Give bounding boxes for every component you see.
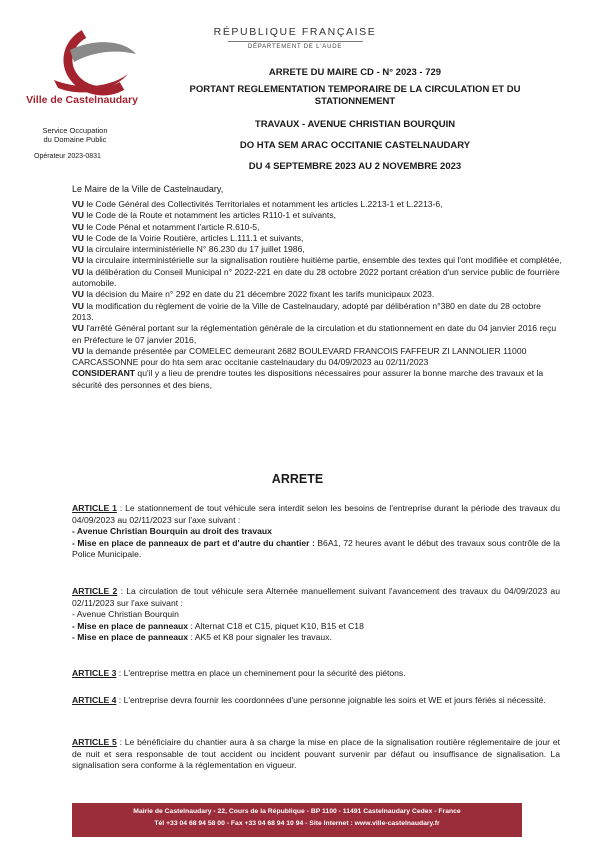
article-4: ARTICLE 4 : L'entreprise devra fournir les coordonnées d'une personne joignable les soirs et WE et jours fériés si nécessité.: [72, 695, 546, 705]
service-line-1: Service Occupation: [42, 126, 108, 135]
vu-item: VU la demande présentée par COMELEC demeurant 2682 BOULEVARD FRANCOIS FAFFEUR ZI LANNOLIER 11000 CARCASSONNE pour do hta sem arac occitanie castelnaudary du 04/09/2023 au 02/11/2023: [72, 345, 527, 368]
vu-item: VU le Code Général des Collectivités Territoriales et notamment les articles L.2213-1 et L.2213-6,: [72, 199, 443, 209]
footer-contact: Tél +33 04 68 94 58 00 - Fax +33 04 68 94 10 94 - Site Internet : www.ville-castelnaudary.fr: [154, 820, 440, 827]
vu-item: VU la décision du Maire n° 292 en date du 21 décembre 2022 fixant les tarifs municipaux 2023.: [72, 289, 435, 300]
arrete-heading: ARRETE: [271, 472, 324, 486]
decree-subject: PORTANT REGLEMENTATION TEMPORAIRE DE LA CIRCULATION ET DU STATIONNEMENT: [189, 84, 521, 107]
vu-item: VU la circulaire interministérielle N° 86.230 du 17 juillet 1986,: [72, 244, 305, 255]
service-label: [20, 126, 130, 144]
vu-item: VU la délibération du Conseil Municipal n° 2022-221 en date du 28 octobre 2022 portant création d'un service public de fourrière automobile.: [72, 266, 560, 289]
intro-text: Le Maire de la Ville de Castelnaudary,: [72, 184, 224, 194]
footer-address: Mairie de Castelnaudary - 22, Cours de la République - BP 1100 - 11491 Castelnaudary Cedex - France: [133, 808, 461, 815]
vu-item: VU le Code de la Route et notamment les articles R110-1 et suivants,: [72, 210, 337, 221]
article-5: ARTICLE 5 : Le bénéficiaire du chantier aura à sa charge la mise en place de la signalisation routière réglementaire de jour et de nuit et sera responsable de tout accident ou incident pouvant survenir par défaut ou insuffisance de signalisation. La signalisation sera conforme à la réglementation en vigueur.: [72, 737, 561, 770]
vu-item: VU l'arrêté Général portant sur la réglementation générale de la circulation et du stationnement en date du 04 janvier 2016 reçu en Préfecture le 07 janvier 2016,: [72, 323, 557, 345]
service-line-2: du Domaine Public: [43, 135, 107, 144]
article-1: ARTICLE 1 : Le stationnement de tout véhicule sera interdit selon les besoins de l'entreprise durant la période des travaux du 04/09/2023 au 02/11/2023 sur l'axe suivant : - Avenue Christian Bourquin au droit des travaux - Mise en place de panneaux de part et d'autre du chantier : B6A1, 72 heures avant le début des travaux sous contrôle de la Police Municipale.: [72, 503, 560, 559]
works-description: DO HTA SEM ARAC OCCITANIE CASTELNAUDARY: [239, 140, 471, 151]
article-3: ARTICLE 3 : L'entreprise mettra en place un cheminement pour la sécurité des piétons.: [72, 668, 406, 678]
works-period: DU 4 SEPTEMBRE 2023 AU 2 NOVEMBRE 2023: [248, 161, 462, 172]
decree-number: ARRETE DU MAIRE CD - N° 2023 - 729: [268, 67, 442, 78]
works-location: TRAVAUX - AVENUE CHRISTIAN BOURQUIN: [254, 119, 456, 130]
considerant-item: CONSIDERANT qu'il y a lieu de prendre toutes les dispositions nécessaires pour assurer la bonne marche des travaux et la sécurité des personnes et des biens,: [72, 368, 544, 390]
vu-item: VU le Code Pénal et notamment l'article R.610-5,: [72, 221, 260, 232]
operator-label: Opérateur 2023-0831: [34, 153, 101, 160]
considerations-list: [72, 199, 562, 391]
republic-heading: RÉPUBLIQUE FRANÇAISE: [213, 26, 377, 38]
heading-divider: [228, 41, 363, 42]
city-logo: [24, 28, 142, 100]
vu-item: VU la modification du règlement de voirie de la Ville de Castelnaudary, adopté par délibération n°380 en date du 28 octobre 2013.: [72, 300, 541, 322]
vu-item: VU la circulaire interministérielle sur la signalisation routière huitième partie, ensemble des textes qui l'ont modifiée et complétée,: [72, 255, 562, 266]
article-2: ARTICLE 2 : La circulation de tout véhicule sera Alternée manuellement suivant l'avancement des travaux du 04/09/2023 au 02/11/2023 sur l'axe suivant : - Avenue Christian Bourquin - Mise en place de panneaux : Alternat C18 et C15, piquet K10, B15 et C18 - Mise en place de panneaux : AK5 et K8 pour signaler les travaux.: [72, 586, 560, 642]
department-heading: DÉPARTEMENT DE L'AUDE: [247, 44, 343, 50]
city-name: Ville de Castelnaudary: [26, 94, 138, 106]
vu-item: VU le Code de la Voirie Routière, articles L.111.1 et suivants,: [72, 232, 304, 243]
